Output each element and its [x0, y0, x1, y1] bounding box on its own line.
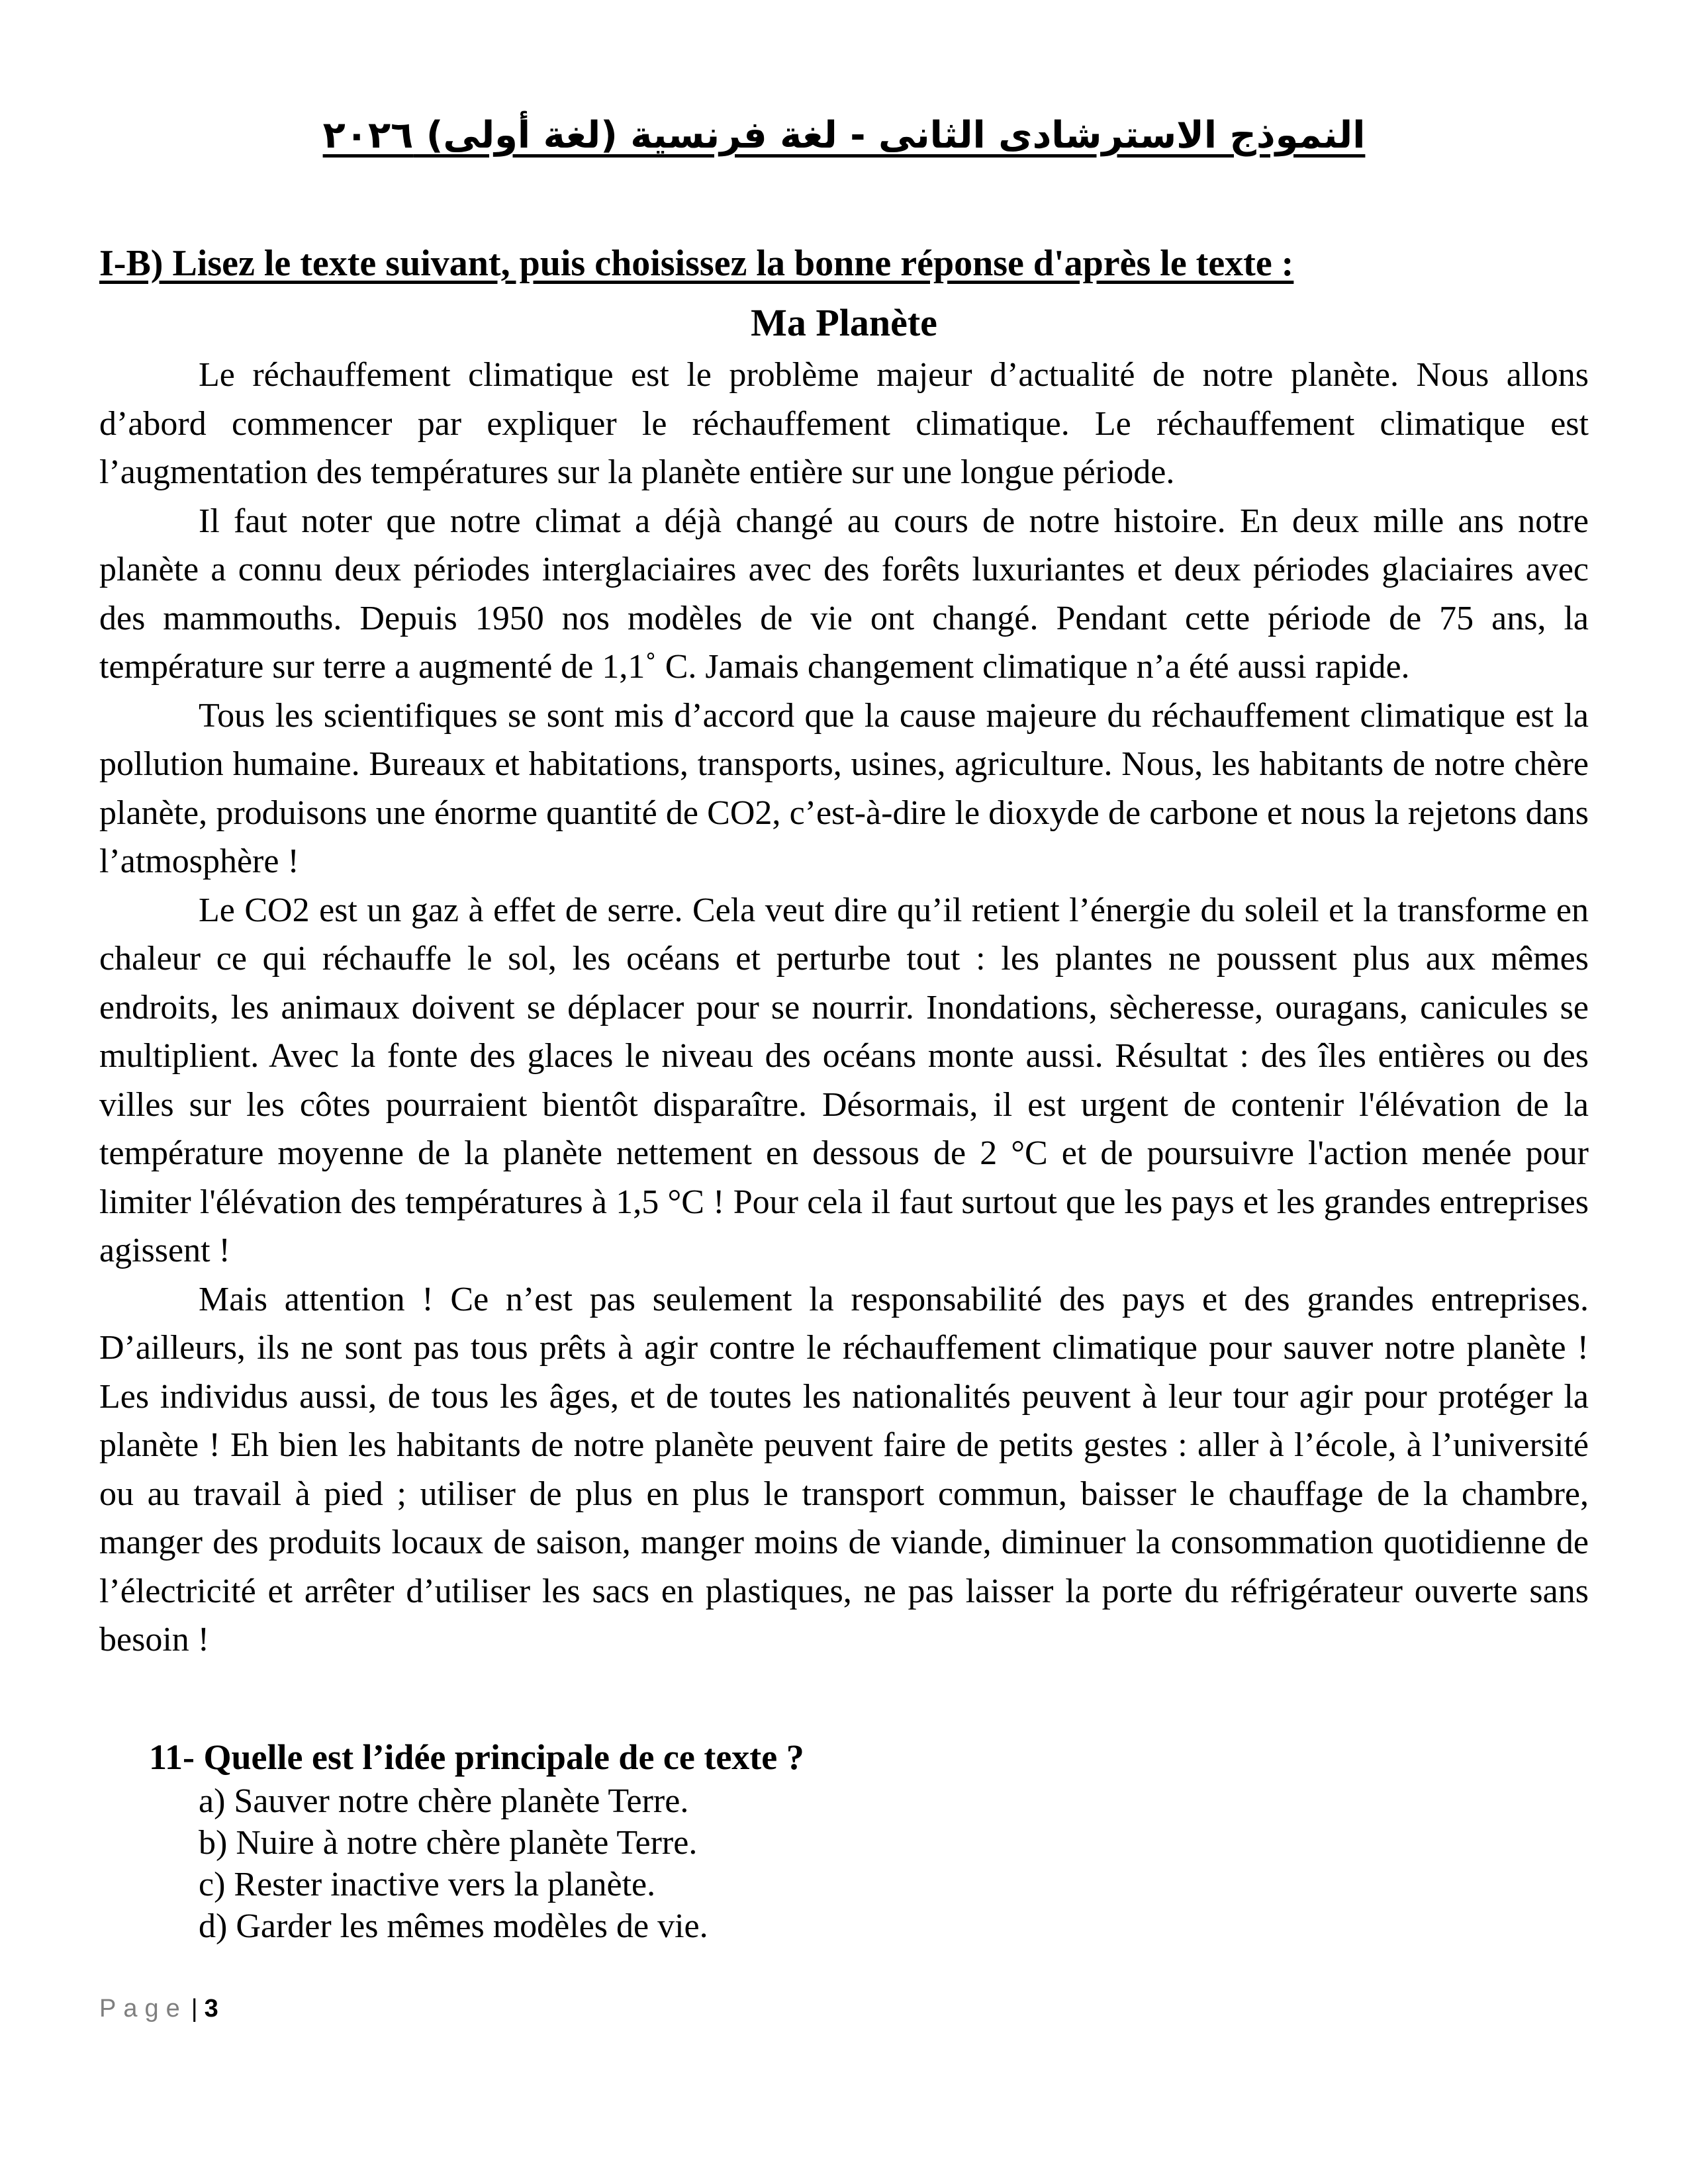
answer-option-a: a) Sauver notre chère planète Terre. [199, 1782, 689, 1820]
paragraph: Il faut noter que notre climat a déjà changé au cours de notre histoire. En deux mille ans notre planète a connu deux périodes interglaciaires avec des forêts luxuriantes et deux périodes glaciaires avec des mammouths. Depuis 1950 nos modèles de vie ont changé. Pendant cette période de 75 ans, la température sur terre a augmenté de 1,1˚ C. Jamais changement climatique n’a été aussi rapide. [99, 502, 1589, 686]
answer-options [199, 1780, 1523, 1947]
page-label: Page [99, 1995, 187, 2023]
section-heading: I-B) Lisez le texte suivant, puis choisissez la bonne réponse d'après le texte : [99, 243, 1294, 284]
reading-text-body [99, 351, 1589, 1664]
paragraph: Mais attention ! Ce n’est pas seulement la responsabilité des pays et des grandes entreprises. D’ailleurs, ils ne sont pas tous prêts à agir contre le réchauffement climatique pour sauver notre planète ! Les individus aussi, de tous les âges, et de toutes les nationalités peuvent à leur tour agir pour protéger la planète ! Eh bien les habitants de notre planète peuvent faire de petits gestes : aller à l’école, à l’université ou au travail à pied ; utiliser de plus en plus le transport commun, baisser le chauffage de la chambre, manger des produits locaux de saison, manger moins de viande, diminuer la consommation quotidienne de l’électricité et arrêter d’utiliser les sacs en plastiques, ne pas laisser la porte du réfrigérateur ouverte sans besoin ! [99, 1280, 1589, 1659]
answer-option-b: b) Nuire à notre chère planète Terre. [199, 1824, 698, 1862]
document-page [99, 0, 1589, 2184]
page-footer [99, 1992, 218, 2025]
page-number: 3 [204, 1995, 218, 2023]
answer-option-d: d) Garder les mêmes modèles de vie. [199, 1907, 708, 1945]
page-separator: | [191, 1995, 198, 2023]
exam-title: النموذج الاسترشادى الثانى - لغة فرنسية (لغة أولى) ٢٠٢٦ [322, 114, 1366, 157]
reading-text-title: Ma Planète [751, 301, 937, 344]
question-label: 11- Quelle est l’idée principale de ce texte ? [149, 1737, 804, 1777]
paragraph: Le CO2 est un gaz à effet de serre. Cela veut dire qu’il retient l’énergie du soleil et la transforme en chaleur ce qui réchauffe le sol, les océans et perturbe tout : les plantes ne poussent plus aux mêmes endroits, les animaux doivent se déplacer pour se nourrir. Inondations, sècheresse, ouragans, canicules se multiplient. Avec la fonte des glaces le niveau des océans monte aussi. Résultat : des îles entières ou des villes sur les côtes pourraient bientôt disparaître. Désormais, il est urgent de contenir l'élévation de la température moyenne de la planète nettement en dessous de 2 °C et de poursuivre l'action menée pour limiter l'élévation des températures à 1,5 °C ! Pour cela il faut surtout que les pays et les grandes entreprises agissent ! [99, 891, 1589, 1269]
paragraph: Le réchauffement climatique est le problème majeur d’actualité de notre planète. Nous allons d’abord commencer par expliquer le réchauffement climatique. Le réchauffement climatique est l’augmentation des températures sur la planète entière sur une longue période. [99, 356, 1589, 491]
paragraph: Tous les scientifiques se sont mis d’accord que la cause majeure du réchauffement climatique est la pollution humaine. Bureaux et habitations, transports, usines, agriculture. Nous, les habitants de notre chère planète, produisons une énorme quantité de CO2, c’est-à-dire le dioxyde de carbone et nous la rejetons dans l’atmosphère ! [99, 696, 1589, 880]
answer-option-c: c) Rester inactive vers la planète. [199, 1866, 656, 1903]
